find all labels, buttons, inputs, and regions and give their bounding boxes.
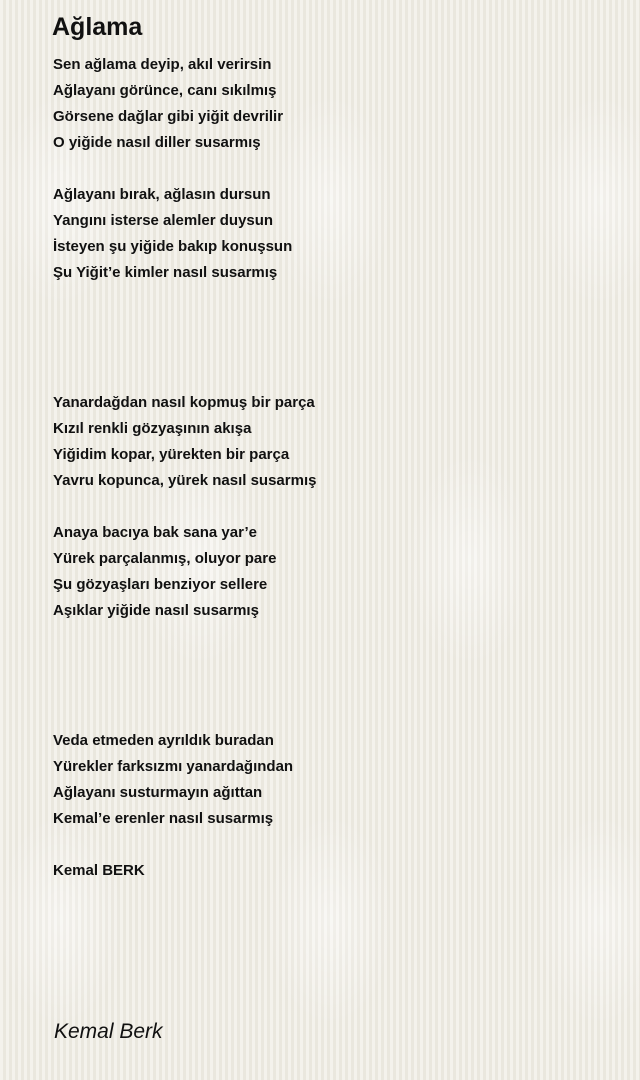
poem-line: Yanardağdan nasıl kopmuş bir parça — [53, 394, 315, 411]
poem-line: Kemal’e erenler nasıl susarmış — [53, 810, 274, 827]
poem-line: Şu Yiğit’e kimler nasıl susarmış — [53, 264, 278, 281]
poem-line: Kızıl renkli gözyaşının akışa — [53, 420, 252, 437]
stanza-spacer — [53, 832, 613, 858]
stanza-2 — [53, 182, 613, 286]
poem-line: Şu gözyaşları benziyor sellere — [53, 576, 268, 593]
poem-line: Yiğidim kopar, yürekten bir parça — [53, 446, 290, 463]
poem-signoff: Kemal BERK — [53, 862, 145, 879]
poem-body — [53, 52, 613, 884]
stanza-4 — [53, 520, 613, 624]
author-signature: Kemal Berk — [54, 1020, 163, 1043]
stanza-1 — [53, 52, 613, 156]
poem-line: Yavru kopunca, yürek nasıl susarmış — [53, 472, 317, 489]
section-spacer — [53, 286, 613, 390]
poem-line: Ağlayanı görünce, canı sıkılmış — [53, 82, 277, 99]
poem-line: Aşıklar yiğide nasıl susarmış — [53, 602, 259, 619]
poem-line: Yangını isterse alemler duysun — [53, 212, 274, 229]
poem-title: Ağlama — [52, 13, 143, 41]
poem-line: Sen ağlama deyip, akıl verirsin — [53, 56, 272, 73]
poem-line: Ağlayanı susturmayın ağıttan — [53, 784, 263, 801]
poem-line: Veda etmeden ayrıldık buradan — [53, 732, 274, 749]
stanza-3 — [53, 390, 613, 494]
poem-line: Anaya bacıya bak sana yar’e — [53, 524, 258, 541]
section-spacer — [53, 624, 613, 728]
poem-line: Yürekler farksızmı yanardağından — [53, 758, 294, 775]
poem-line: Yürek parçalanmış, oluyor pare — [53, 550, 277, 567]
stanza-spacer — [53, 494, 613, 520]
poem-line: O yiğide nasıl diller susarmış — [53, 134, 261, 151]
poem-line: Ağlayanı bırak, ağlasın dursun — [53, 186, 271, 203]
poem-line: İsteyen şu yiğide bakıp konuşsun — [53, 238, 293, 255]
stanza-spacer — [53, 156, 613, 182]
stanza-5 — [53, 728, 613, 832]
poem-line: Görsene dağlar gibi yiğit devrilir — [53, 108, 284, 125]
